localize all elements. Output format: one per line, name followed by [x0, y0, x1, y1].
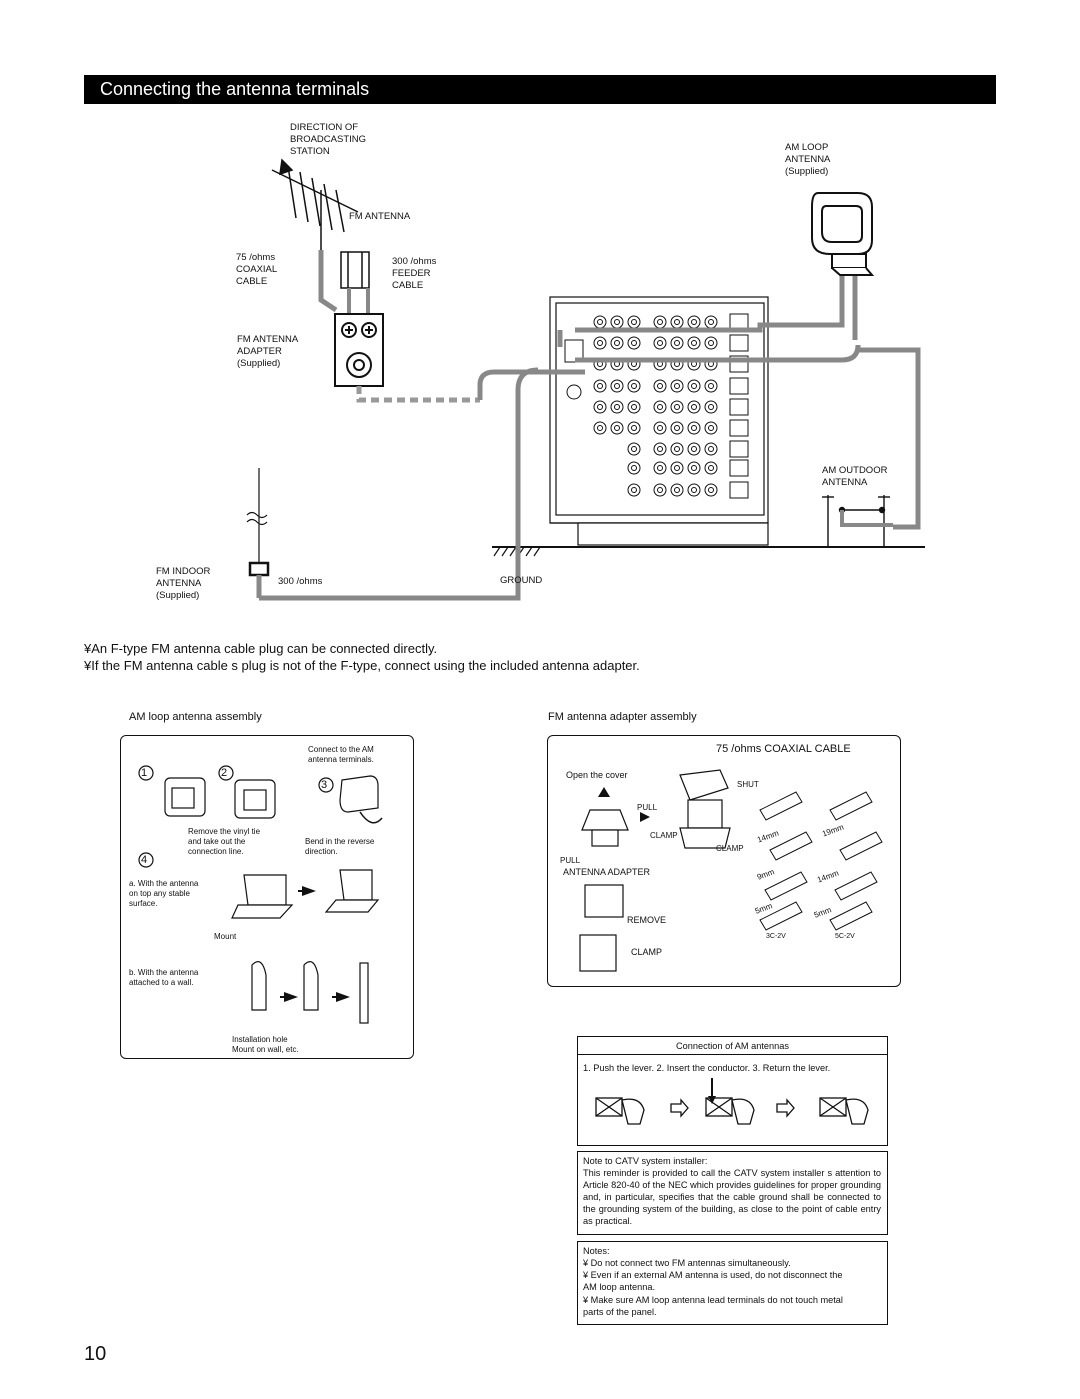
feeder-cable-label: 300 /ohms FEEDER CABLE: [392, 256, 437, 291]
open-cover-text: Open the cover: [566, 770, 628, 780]
mm-5-b: 5mm: [812, 905, 833, 920]
install-text: Installation hole Mount on wall, etc.: [232, 1035, 299, 1054]
cable-3c-2v: 3C-2V: [766, 933, 786, 940]
mm-5-a: 5mm: [753, 901, 774, 916]
note-item-2: ¥ Even if an external AM antenna is used, do not disconnect the AM loop antenna.: [583, 1270, 843, 1292]
bend-text: Bend in the reverse direction.: [305, 837, 375, 856]
step-4-number: 4: [141, 854, 148, 866]
pull-label-2: PULL: [560, 856, 581, 865]
clamp-label-3: CLAMP: [631, 947, 663, 957]
am-assembly-caption: AM loop antenna assembly: [129, 711, 262, 723]
mm-9: 9mm: [755, 867, 776, 882]
mm-14-a: 14mm: [755, 828, 780, 845]
am-loop-label: AM LOOP ANTENNA (Supplied): [785, 142, 831, 177]
cable-5c-2v: 5C-2V: [835, 933, 855, 940]
bullet-adapter: ¥If the FM antenna cable s plug is not of the F-type, connect using the included antenna adapter.: [84, 658, 640, 673]
option-b-text: b. With the antenna attached to a wall.: [129, 968, 199, 987]
page-number: 10: [84, 1343, 107, 1365]
fm-indoor-label: FM INDOOR ANTENNA (Supplied): [156, 566, 211, 601]
am-outdoor-label: AM OUTDOOR ANTENNA: [822, 465, 888, 488]
bullet-f-type: ¥An F-type FM antenna cable plug can be connected directly.: [84, 641, 438, 656]
antenna-adapter-label: ANTENNA ADAPTER: [563, 867, 651, 877]
am-connection-title: Connection of AM antennas: [676, 1041, 789, 1051]
clamp-label-1: CLAMP: [650, 831, 678, 840]
note-item-1: ¥ Do not connect two FM antennas simultaneously.: [583, 1258, 791, 1268]
step-3-number: 3: [321, 779, 328, 791]
clamp-label-2: CLAMP: [716, 844, 744, 853]
mm-14-b: 14mm: [815, 868, 840, 885]
option-a-text: a. With the antenna on top any stable surface.: [129, 879, 199, 908]
pull-label-1: PULL: [637, 803, 658, 812]
note-item-3: ¥ Make sure AM loop antenna lead terminals do not touch metal parts of the panel.: [583, 1295, 843, 1317]
remove-label: REMOVE: [627, 915, 667, 925]
shut-label: SHUT: [737, 780, 759, 789]
remove-tie-text: Remove the vinyl tie and take out the connection line.: [188, 827, 261, 856]
direction-label: DIRECTION OF BROADCASTING STATION: [290, 122, 367, 157]
catv-heading: Note to CATV system installer:: [583, 1156, 708, 1166]
indoor-ohms-label: 300 /ohms: [278, 576, 323, 587]
step-2-number: 2: [221, 767, 228, 779]
fm-assembly-caption: FM antenna adapter assembly: [548, 711, 697, 723]
mount-label: Mount: [214, 932, 237, 941]
catv-body: This reminder is provided to call the CATV system installer s attention to Article 820-40 of the NEC which provides guidelines for proper grounding and, in particular, specifies that the cable ground shall be connected to the grounding system of the building, as close to the point of cable entry as practical.: [583, 1168, 881, 1226]
mm-19: 19mm: [820, 822, 845, 839]
adapter-label: FM ANTENNA ADAPTER (Supplied): [237, 334, 299, 369]
am-connection-steps: 1. Push the lever. 2. Insert the conductor. 3. Return the lever.: [583, 1063, 831, 1073]
notes-heading: Notes:: [583, 1246, 610, 1256]
coax-title: 75 /ohms COAXIAL CABLE: [716, 743, 851, 755]
section-title: Connecting the antenna terminals: [84, 75, 996, 104]
step-1-number: 1: [141, 767, 148, 779]
coaxial-cable-label: 75 /ohms COAXIAL CABLE: [236, 252, 278, 287]
connect-text: Connect to the AM antenna terminals.: [308, 745, 374, 764]
ground-label: GROUND: [500, 575, 543, 586]
fm-antenna-label: FM ANTENNA: [349, 211, 411, 222]
